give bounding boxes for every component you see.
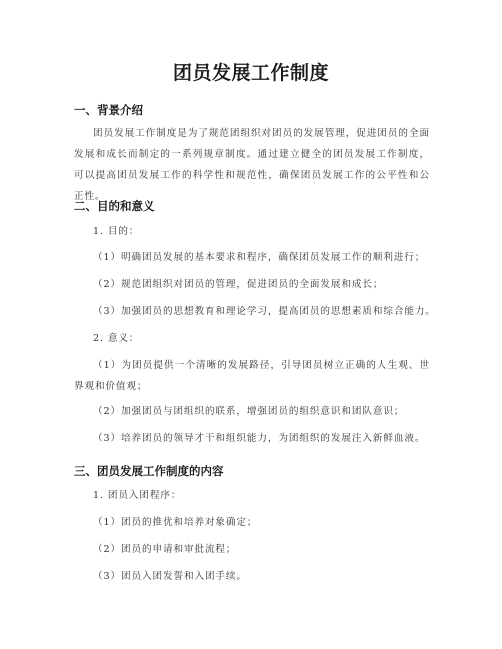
section-heading-background: 一、背景介绍	[74, 103, 143, 117]
list-item: （3）团员入团发誓和入团手续。	[93, 571, 247, 582]
section-heading-purpose: 二、目的和意义	[74, 199, 155, 213]
list-item: （3）培养团员的领导才干和组织能力，为团组织的发展注入新鲜血液。	[93, 433, 426, 444]
list-item: （3）加强团员的思想教育和理论学习，提高团员的思想素质和综合能力。	[93, 306, 436, 317]
subsection-label-significance: 2. 意义：	[93, 333, 140, 344]
list-item: （2）团员的申请和审批流程；	[93, 544, 237, 555]
subsection-label-procedure: 1. 团员入团程序：	[93, 490, 182, 501]
subsection-label-purpose: 1. 目的：	[93, 226, 140, 237]
section-paragraph-background: 团员发展工作制度是为了规范团组织对团员的发展管理，促进团员的全面发展和成长而制定的一系列规章制度。通过建立健全的团员发展工作制度，可以提高团员发展工作的科学性和规范性，确保团员发展工作的公平性和公正性。	[74, 128, 430, 202]
list-item: （2）加强团员与团组织的联系，增强团员的组织意识和团队意识；	[93, 406, 405, 417]
list-item: （1）明确团员发展的基本要求和程序，确保团员发展工作的顺利进行；	[93, 252, 426, 263]
list-item: （1）团员的推优和培养对象确定；	[93, 517, 258, 528]
list-item: （2）规范团组织对团员的管理，促进团员的全面发展和成长；	[93, 279, 384, 290]
section-heading-content: 三、团员发展工作制度的内容	[74, 464, 224, 478]
list-item: （1）为团员提供一个清晰的发展路径，引导团员树立正确的人生观、世界观和价值观；	[74, 360, 430, 392]
document-title: 团员发展工作制度	[172, 62, 329, 84]
